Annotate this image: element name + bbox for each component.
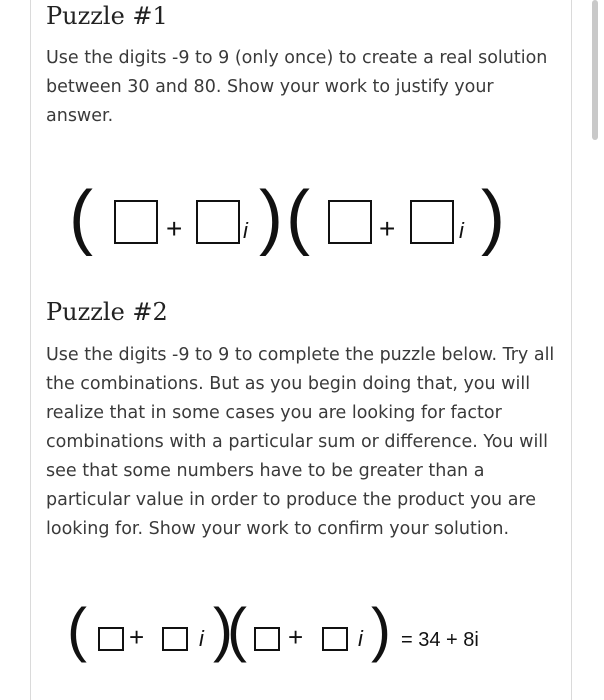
- blank-box[interactable]: [197, 201, 239, 243]
- imaginary-unit: i: [358, 626, 363, 651]
- puzzle-2-equation: [31, 598, 571, 678]
- open-paren: (: [69, 178, 93, 257]
- puzzle-1-equation: [31, 178, 571, 278]
- open-paren: (: [227, 598, 247, 663]
- puzzle-2-title: Puzzle #2: [46, 298, 168, 326]
- scrollbar-thumb[interactable]: [592, 0, 598, 140]
- close-paren: ): [371, 598, 391, 663]
- plus-sign: +: [379, 213, 396, 244]
- blank-box[interactable]: [329, 201, 371, 243]
- open-paren: (: [286, 178, 310, 257]
- blank-box[interactable]: [163, 628, 187, 650]
- blank-box[interactable]: [411, 201, 453, 243]
- equation-result: = 34 + 8i: [401, 629, 479, 651]
- content-card: [30, 0, 572, 700]
- close-paren: ): [259, 178, 283, 257]
- imaginary-unit: i: [243, 218, 248, 243]
- open-paren: (: [67, 598, 87, 663]
- puzzle-1-instructions: Use the digits -9 to 9 (only once) to create a real solution between 30 and 80. Show your work to justify your answer.: [46, 48, 548, 126]
- close-paren: ): [213, 598, 233, 663]
- plus-sign: +: [129, 622, 145, 652]
- puzzle-2-instructions: Use the digits -9 to 9 to complete the puzzle below. Try all the combinations. But as you begin doing that, you will realize that in some cases you are looking for factor combinations with a particular sum or difference. You will see that some numbers have to be greater than a particular value in order to produce the product you are looking for. Show your work to confirm your solution.: [46, 345, 555, 539]
- puzzle-1-title: Puzzle #1: [46, 2, 168, 30]
- blank-box[interactable]: [323, 628, 347, 650]
- close-paren: ): [481, 178, 505, 257]
- blank-box[interactable]: [99, 628, 123, 650]
- blank-box[interactable]: [115, 201, 157, 243]
- imaginary-unit: i: [199, 626, 204, 651]
- plus-sign: +: [166, 213, 183, 244]
- imaginary-unit: i: [459, 218, 464, 243]
- plus-sign: +: [288, 622, 304, 652]
- blank-box[interactable]: [255, 628, 279, 650]
